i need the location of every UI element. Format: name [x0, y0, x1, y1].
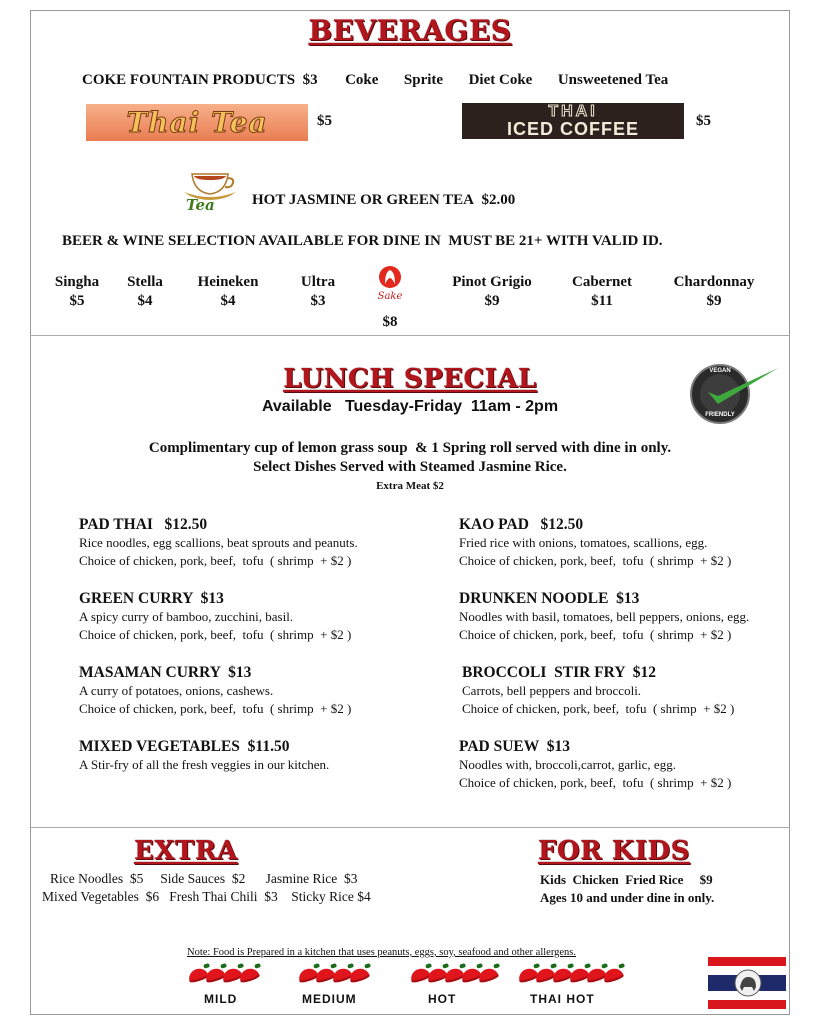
- tea-logo-text: Tea: [186, 196, 215, 214]
- dish-desc: Noodles with basil, tomatoes, bell peppers, onions, egg.: [459, 609, 750, 624]
- dish-choice: Choice of chicken, pork, beef, tofu ( shrimp + $2 ): [79, 553, 352, 568]
- thai-flag-icon: [708, 957, 786, 1009]
- heat-label-hot: HOT: [428, 992, 457, 1006]
- divider: [30, 335, 790, 336]
- dish-desc: Carrots, bell peppers and broccoli.: [462, 683, 642, 698]
- dish-drunken-noodle: [459, 590, 789, 644]
- extra-line-2: Mixed Vegetables $6 Fresh Thai Chili $3 Sticky Rice $4: [42, 889, 371, 904]
- drink-price: $9: [706, 293, 722, 309]
- heat-medium-chilis: [298, 968, 366, 986]
- dish-name: PAD THAI $12.50: [79, 516, 208, 533]
- dish-desc: Fried rice with onions, tomatoes, scallions, egg.: [459, 535, 708, 550]
- sake-logo: [372, 264, 408, 308]
- drink-heineken: [186, 273, 270, 311]
- lunch-note-soup: Complimentary cup of lemon grass soup & 1 Spring roll served with dine in only.: [148, 440, 672, 456]
- drink-price: $5: [69, 293, 85, 309]
- kids-line-2: Ages 10 and under dine in only.: [540, 890, 715, 905]
- heat-label-thai-hot: THAI HOT: [530, 992, 595, 1006]
- drink-singha: [46, 273, 108, 311]
- drink-chardonnay: [664, 273, 764, 311]
- unsweetened-tea-item: Unsweetened Tea: [557, 72, 669, 88]
- tea-cup-icon: [180, 166, 240, 216]
- drink-name: Cabernet: [572, 274, 632, 290]
- dish-green-curry: [79, 590, 419, 644]
- dish-choice: Choice of chicken, pork, beef, tofu ( shrimp + $2 ): [459, 627, 732, 642]
- dish-choice: Choice of chicken, pork, beef, tofu ( shrimp + $2 ): [462, 701, 735, 716]
- lunch-heading: LUNCH SPECIAL: [283, 364, 537, 394]
- dish-desc: A Stir-fry of all the fresh veggies in our kitchen.: [79, 757, 330, 772]
- dish-masaman-curry: [79, 664, 419, 718]
- lunch-note-extra-meat: Extra Meat $2: [376, 480, 444, 492]
- thai-tea-logo-text: Thai Tea: [126, 106, 268, 139]
- dish-pad-thai: [79, 516, 419, 570]
- dish-desc: A curry of potatoes, onions, cashews.: [79, 683, 274, 698]
- dish-name: MIXED VEGETABLES $11.50: [79, 738, 290, 755]
- kids-line-1: Kids Chicken Fried Rice $9: [540, 872, 713, 887]
- dish-broccoli-stir-fry: [462, 664, 788, 718]
- lunch-note-rice: Select Dishes Served with Steamed Jasmine Rice.: [253, 459, 567, 475]
- heat-hot-chilis: [410, 968, 495, 986]
- hot-tea-price: $2.00: [481, 192, 516, 208]
- iced-coffee-logo-top: THAI: [548, 103, 598, 120]
- lunch-availability: Available Tuesday-Friday 11am - 2pm: [261, 398, 559, 415]
- drink-name: Singha: [54, 274, 100, 290]
- dish-choice: Choice of chicken, pork, beef, tofu ( shrimp + $2 ): [79, 701, 352, 716]
- thai-tea-price: $5: [317, 113, 332, 129]
- heat-thai-hot-chilis: [518, 968, 620, 986]
- vegan-friendly-badge: [688, 362, 784, 426]
- drink-price: $9: [484, 293, 500, 309]
- drink-name: Pinot Grigio: [452, 274, 532, 290]
- drink-stella: [116, 273, 174, 311]
- dish-choice: Choice of chicken, pork, beef, tofu ( shrimp + $2 ): [459, 553, 732, 568]
- heat-label-mild: MILD: [204, 992, 238, 1006]
- coke-label: COKE FOUNTAIN PRODUCTS: [82, 72, 296, 88]
- thai-iced-coffee-price: $5: [696, 113, 711, 129]
- dish-desc: A spicy curry of bamboo, zucchini, basil.: [79, 609, 294, 624]
- dish-name: GREEN CURRY $13: [79, 590, 224, 607]
- drink-price: $11: [591, 293, 613, 309]
- sprite-item: Sprite: [403, 72, 444, 88]
- dish-desc: Noodles with, broccoli,carrot, garlic, egg.: [459, 757, 676, 772]
- hot-tea-label: HOT JASMINE OR GREEN TEA: [252, 192, 474, 208]
- coke-line: [82, 72, 668, 89]
- extra-line-1: Rice Noodles $5 Side Sauces $2 Jasmine Rice $3: [50, 871, 358, 886]
- drink-price: $4: [137, 293, 153, 309]
- drink-price: $3: [310, 293, 326, 309]
- dish-name: MASAMAN CURRY $13: [79, 664, 252, 681]
- dish-name: DRUNKEN NOODLE $13: [459, 590, 640, 607]
- dish-name: BROCCOLI STIR FRY $12: [462, 664, 656, 681]
- dish-choice: Choice of chicken, pork, beef, tofu ( shrimp + $2 ): [79, 627, 352, 642]
- dish-mixed-vegetables: [79, 738, 419, 774]
- drink-name: Chardonnay: [673, 274, 755, 290]
- heat-label-medium: MEDIUM: [302, 992, 357, 1006]
- dish-choice: Choice of chicken, pork, beef, tofu ( shrimp + $2 ): [459, 775, 732, 790]
- diet-coke-item: Diet Coke: [468, 72, 533, 88]
- drink-name: Ultra: [300, 274, 336, 290]
- vegan-badge-top: VEGAN: [709, 368, 731, 374]
- kids-heading: FOR KIDS: [538, 836, 690, 866]
- coke-price: $3: [302, 72, 318, 88]
- allergen-note: Note: Food is Prepared in a kitchen that uses peanuts, eggs, soy, seafood and other allergens.: [187, 947, 576, 958]
- coke-item: Coke: [345, 72, 379, 88]
- hot-tea-line: [252, 192, 515, 209]
- dish-name: KAO PAD $12.50: [459, 516, 584, 533]
- drink-cabernet: [560, 273, 644, 311]
- thai-iced-coffee-logo: [462, 103, 684, 139]
- drink-pinot-grigio: [440, 273, 544, 311]
- drink-name: Heineken: [197, 274, 259, 290]
- drink-ultra: [290, 273, 346, 311]
- drink-name: Stella: [127, 274, 163, 290]
- thai-tea-logo: [86, 104, 308, 141]
- divider: [30, 827, 790, 828]
- vegan-badge-bottom: FRIENDLY: [705, 412, 735, 418]
- extra-heading: EXTRA: [134, 836, 238, 866]
- sake-price: $8: [382, 314, 398, 330]
- dish-pad-suew: [459, 738, 789, 792]
- dish-kao-pad: [459, 516, 789, 570]
- beer-wine-note: BEER & WINE SELECTION AVAILABLE FOR DINE IN MUST BE 21+ WITH VALID ID.: [62, 233, 663, 249]
- drink-price: $4: [220, 293, 236, 309]
- dish-desc: Rice noodles, egg scallions, beat sprouts and peanuts.: [79, 535, 358, 550]
- sake-logo-text: Sake: [377, 291, 403, 302]
- dish-name: PAD SUEW $13: [459, 738, 570, 755]
- beverages-heading: BEVERAGES: [308, 14, 512, 47]
- heat-mild-chilis: [188, 968, 256, 986]
- iced-coffee-logo-bottom: ICED COFFEE: [506, 119, 639, 139]
